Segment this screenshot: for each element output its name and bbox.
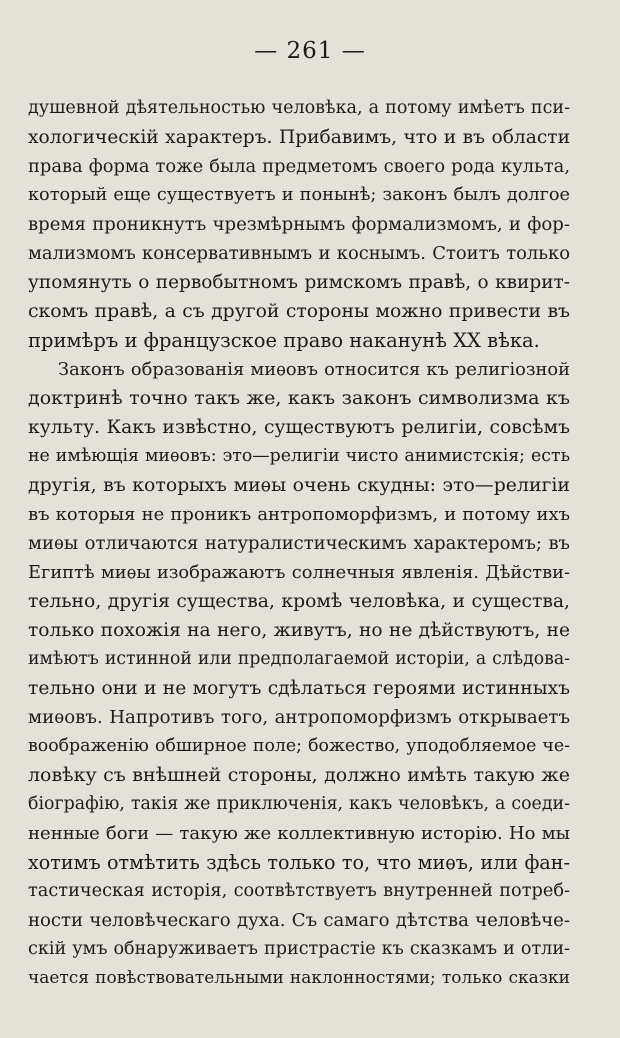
text-line: Египтѣ миѳы изображаютъ солнечныя явленія. Дѣйстви-: [28, 562, 570, 583]
text-line: ности человѣческаго духа. Съ самаго дѣтства человѣче-: [28, 910, 570, 931]
text-line: права форма тоже была предметомъ своего рода культа,: [28, 156, 570, 177]
paragraph-1: [28, 94, 570, 355]
body-text: [28, 94, 570, 993]
text-line: упомянуть о первобытномъ римскомъ правѣ, о квирит-: [28, 272, 570, 293]
text-line: время проникнутъ чрезмѣрнымъ формализмомъ, и фор-: [28, 214, 570, 235]
page-number: — 261 —: [254, 38, 366, 64]
text-line: мализмомъ консервативнымъ и коснымъ. Стоитъ только: [28, 243, 570, 264]
text-line: ловѣку съ внѣшней стороны, должно имѣть такую же: [28, 764, 570, 786]
text-line: доктринѣ точно такъ же, какъ законъ символизма къ: [28, 387, 570, 409]
text-line: Законъ образованія миѳовъ относится къ религіозной: [58, 359, 570, 380]
text-line: біографію, такія же приключенія, какъ человѣкъ, а соеди-: [28, 794, 570, 814]
text-line: душевной дѣятельностью человѣка, а потому имѣетъ пси-: [28, 98, 570, 118]
text-line: скій умъ обнаруживаетъ пристрастіе къ сказкамъ и отли-: [28, 939, 570, 959]
paragraph-2: [28, 355, 570, 993]
text-line: не имѣющія миѳовъ: это—религіи чисто анимистскія; есть: [28, 446, 570, 466]
text-line: только похожія на него, живутъ, но не дѣйствуютъ, не: [28, 620, 570, 641]
text-line: тельно они и не могутъ сдѣлаться героями истинныхъ: [28, 678, 570, 699]
text-line: въ которыя не проникъ антропоморфизмъ, и потому ихъ: [28, 504, 570, 525]
text-line: тельно, другія существа, кромѣ человѣка, и существа,: [28, 591, 570, 612]
text-line: миѳы отличаются натуралистическимъ характеромъ; въ: [28, 533, 570, 554]
text-line: тастическая исторія, соотвѣтствуетъ внутренней потреб-: [28, 881, 570, 901]
text-line: чается повѣствовательными наклонностями; только сказки: [28, 968, 570, 988]
text-line: хологическій характеръ. Прибавимъ, что и въ области: [28, 127, 570, 148]
text-line: миѳовъ. Напротивъ того, антропоморфизмъ открываетъ: [28, 707, 570, 728]
text-line: скомъ правѣ, а съ другой стороны можно привести въ: [28, 301, 570, 322]
text-line: примѣръ и французское право наканунѣ XX вѣка.: [28, 329, 540, 352]
text-line: культу. Какъ извѣстно, существуютъ религіи, совсѣмъ: [28, 417, 570, 438]
text-line: который еще существуетъ и понынѣ; законъ былъ долгое: [28, 185, 570, 205]
text-line: имѣютъ истинной или предполагаемой исторіи, а слѣдова-: [28, 649, 570, 669]
text-line: ненные боги — такую же коллективную исторію. Но мы: [28, 823, 570, 844]
text-line: хотимъ отмѣтить здѣсь только то, что миѳъ, или фан-: [28, 851, 570, 874]
text-line: воображенію обширное поле; божество, уподобляемое че-: [28, 736, 570, 756]
text-line: другія, въ которыхъ миѳы очень скудны: это—религіи: [28, 474, 570, 496]
